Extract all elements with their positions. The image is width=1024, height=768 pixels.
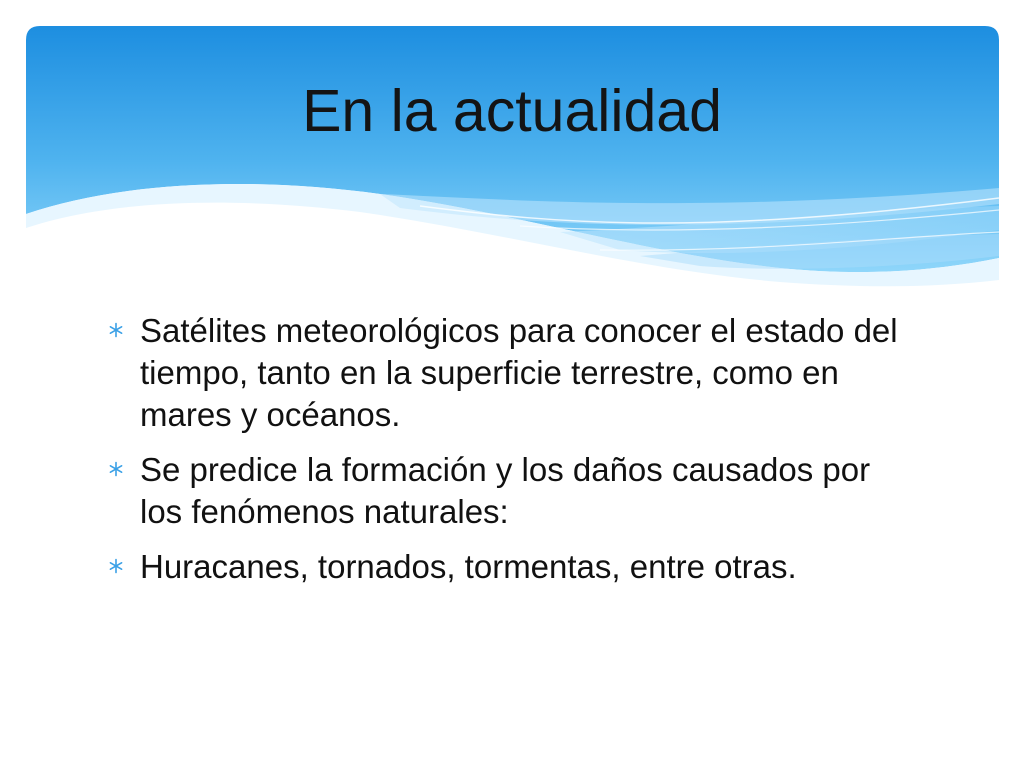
asterisk-bullet-icon xyxy=(108,461,124,477)
bullet-text: Satélites meteorológicos para conocer el estado del tiempo, tanto en la superficie terrestre, como en mares y océanos. xyxy=(140,312,898,433)
asterisk-bullet-icon xyxy=(108,558,124,574)
bullet-item xyxy=(104,449,904,533)
asterisk-bullet-icon xyxy=(108,322,124,338)
header-banner xyxy=(0,0,1024,290)
bullet-list xyxy=(104,310,904,601)
bullet-item xyxy=(104,546,904,588)
bullet-text: Se predice la formación y los daños causados por los fenómenos naturales: xyxy=(140,451,871,530)
slide-title: En la actualidad xyxy=(302,78,722,144)
bullet-item xyxy=(104,310,904,436)
bullet-text: Huracanes, tornados, tormentas, entre otras. xyxy=(140,548,797,585)
